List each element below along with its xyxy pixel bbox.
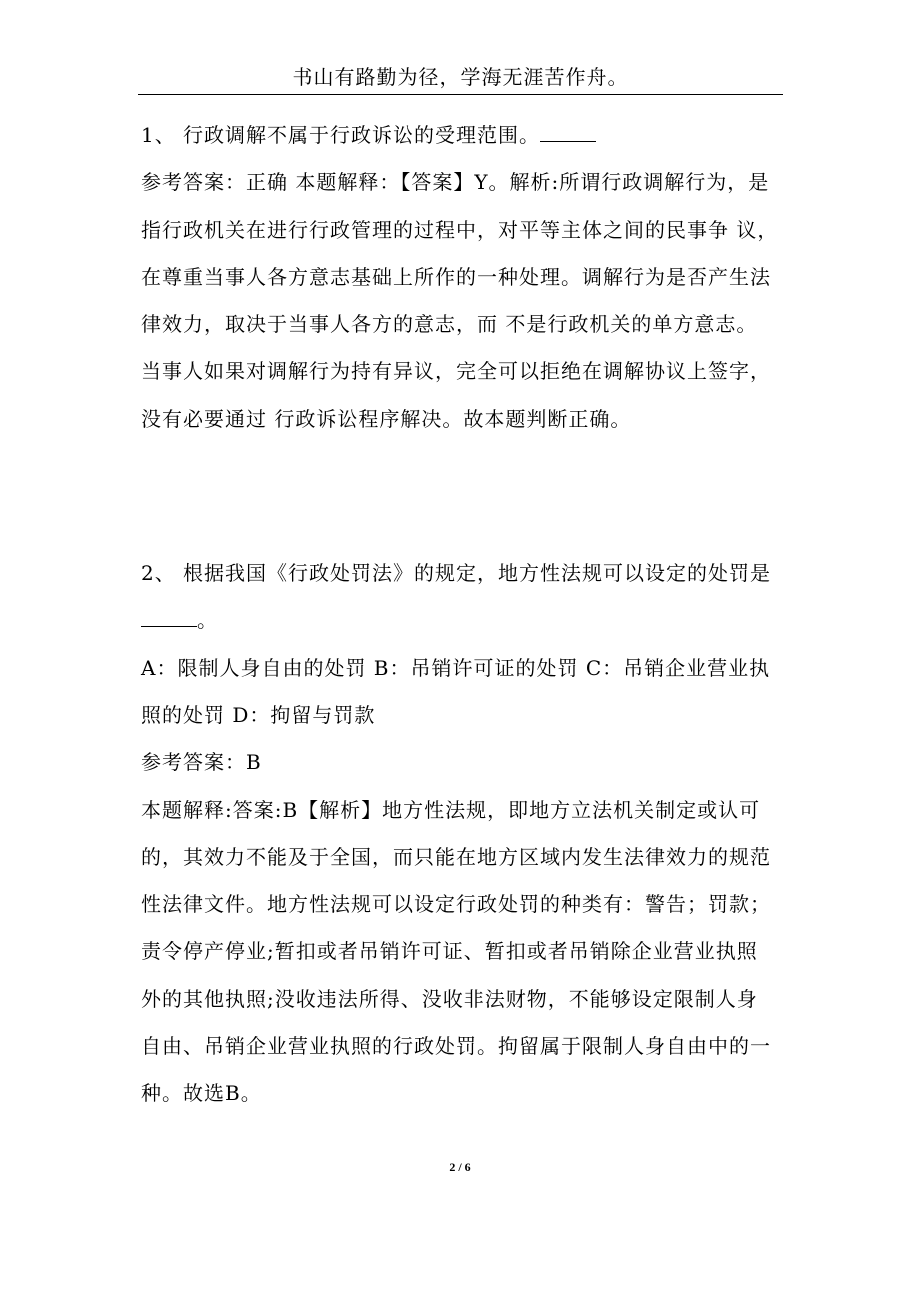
q2-explanation-line: 种。故选B。 [141, 1081, 262, 1106]
question-1-blank [540, 123, 596, 142]
document-body [141, 112, 791, 1118]
q1-answer-line: 在尊重当事人各方意志基础上所作的一种处理。调解行为是否产生法 [141, 264, 771, 289]
q2-explanation-line: 本题解释:答案:B【解析】地方性法规，即地方立法机关制定或认可 [141, 797, 761, 822]
question-2-number: 2、 [141, 561, 176, 586]
question-2-text: 根据我国《行政处罚法》的规定，地方性法规可以设定的处罚是 [183, 561, 771, 586]
page-number: 2 / 6 [449, 1160, 471, 1174]
question-1 [141, 112, 791, 159]
header-divider [138, 94, 783, 95]
q1-answer-line: 律效力，取决于当事人各方的意志，而 不是行政机关的单方意志。 [141, 312, 758, 337]
question-1-text: 行政调解不属于行政诉讼的受理范围。 [183, 123, 540, 147]
header-motto: 书山有路勤为径，学海无涯苦作舟。 [292, 65, 629, 89]
question-1-number: 1、 [141, 123, 176, 147]
section-gap [141, 443, 791, 550]
q1-answer-line: 当事人如果对调解行为持有异议，完全可以拒绝在调解协议上签字， [141, 359, 771, 384]
q2-explanation-line: 责令停产停业;暂扣或者吊销许可证、暂扣或者吊销除企业营业执照 [141, 939, 758, 964]
question-2 [141, 550, 791, 597]
q1-answer-line: 指行政机关在进行行政管理的过程中，对平等主体之间的民事争 议， [141, 217, 779, 242]
q2-explanation-line: 的，其效力不能及于全国，而只能在地方区域内发生法律效力的规范 [141, 844, 771, 869]
q1-answer-line: 没有必要通过 行政诉讼程序解决。故本题判断正确。 [141, 406, 632, 431]
q2-explanation-line: 外的其他执照;没收违法所得、没收非法财物，不能够设定限制人身 [141, 986, 758, 1011]
q2-options-line: 照的处罚 D：拘留与罚款 [141, 702, 376, 727]
q1-answer-line: 参考答案：正确 本题解释：【答案】Y。解析:所谓行政调解行为，是 [141, 170, 770, 195]
q2-answer: 参考答案：B [141, 750, 262, 775]
question-2-continuation [141, 597, 791, 644]
question-2-end: 。 [197, 608, 218, 633]
q2-explanation-line: 自由、吊销企业营业执照的行政处罚。拘留属于限制人身自由中的一 [141, 1034, 771, 1059]
q2-options-line: A：限制人身自由的处罚 B：吊销许可证的处罚 C：吊销企业营业执 [141, 655, 771, 680]
question-2-blank [141, 608, 197, 627]
q2-explanation-line: 性法律文件。地方性法规可以设定行政处罚的种类有：警告；罚款； [141, 892, 771, 917]
